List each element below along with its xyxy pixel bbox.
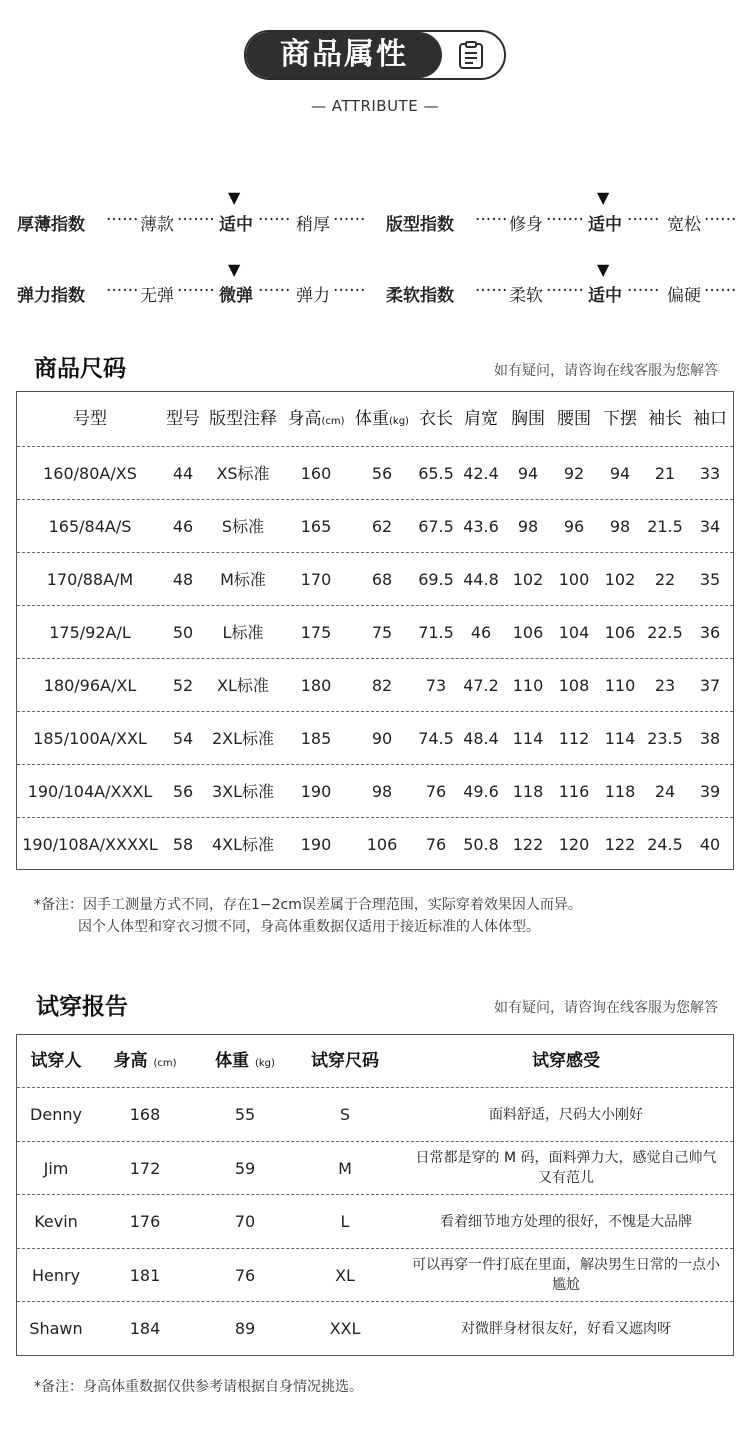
size-table-cell: 22.5 xyxy=(647,623,683,642)
size-table-cell: 22 xyxy=(654,570,676,589)
report-table-header xyxy=(17,1035,733,1088)
size-table-cell: 48 xyxy=(172,570,194,589)
size-table-cell: 67.5 xyxy=(418,517,454,536)
size-table-cell: 104 xyxy=(558,623,590,642)
col-header: 号型 xyxy=(73,409,107,429)
size-table-cell: 175/92A/L xyxy=(49,623,131,642)
report-table-row xyxy=(17,1302,733,1356)
report-table-cell: XXL xyxy=(329,1319,361,1339)
size-table-row xyxy=(17,712,733,765)
size-table-cell: L标准 xyxy=(222,623,264,642)
size-table-cell: 116 xyxy=(558,782,590,801)
size-table-cell: 48.4 xyxy=(463,729,499,748)
fit-index-label: 版型指数 xyxy=(386,215,454,235)
size-section-title: 商品尺码 xyxy=(34,356,126,382)
size-table-cell: 37 xyxy=(699,676,721,695)
report-table-cell: Shawn xyxy=(29,1319,83,1339)
col-header: 体重 (kg) xyxy=(215,1051,275,1071)
report-section-note: 如有疑问，请咨询在线客服为您解答 xyxy=(494,1000,718,1016)
report-table-cell: L xyxy=(340,1212,350,1232)
size-table-cell: 110 xyxy=(604,676,636,695)
size-table-cell: 50 xyxy=(172,623,194,642)
size-table-cell: 180/96A/XL xyxy=(43,676,137,695)
size-table-cell: 114 xyxy=(604,729,636,748)
size-table-cell: 4XL标准 xyxy=(211,835,275,854)
size-table-cell: 76 xyxy=(425,835,447,854)
size-table-cell: 75 xyxy=(371,623,393,642)
size-table-cell: 2XL标准 xyxy=(211,729,275,748)
size-table-cell: 23 xyxy=(654,676,676,695)
size-table-cell: 21.5 xyxy=(647,517,683,536)
report-table-cell: 168 xyxy=(129,1105,161,1125)
size-table-cell: 118 xyxy=(512,782,544,801)
size-table-cell: 180 xyxy=(300,676,332,695)
report-table-row xyxy=(17,1088,733,1142)
report-table-cell: 176 xyxy=(129,1212,161,1232)
col-header: 胸围 xyxy=(511,409,545,429)
col-header: 袖长 xyxy=(648,409,682,429)
size-table-cell: 3XL标准 xyxy=(211,782,275,801)
size-table-row xyxy=(17,818,733,871)
size-table-cell: 49.6 xyxy=(463,782,499,801)
indicator-triangle: ▼ xyxy=(228,260,241,279)
report-table-cell: 55 xyxy=(234,1105,256,1125)
size-table-cell: 112 xyxy=(558,729,590,748)
attribute-subtitle: — ATTRIBUTE — xyxy=(311,97,439,115)
report-table-row xyxy=(17,1142,733,1196)
col-header: 腰围 xyxy=(557,409,591,429)
size-table-cell: 190/104A/XXXL xyxy=(27,782,153,801)
size-table-cell: 43.6 xyxy=(463,517,499,536)
size-table-cell: 44 xyxy=(172,464,194,483)
size-table-cell: 108 xyxy=(558,676,590,695)
report-table-cell: 76 xyxy=(234,1265,256,1285)
col-header: 试穿人 xyxy=(30,1051,82,1071)
size-table-row xyxy=(17,553,733,606)
size-table-cell: 96 xyxy=(563,517,585,536)
size-table-cell: 110 xyxy=(512,676,544,695)
size-table-cell: 185/100A/XXL xyxy=(33,729,147,748)
size-table-cell: 56 xyxy=(371,464,393,483)
size-table-row xyxy=(17,606,733,659)
size-table-cell: XL标准 xyxy=(217,676,269,695)
attribute-title-pill xyxy=(244,30,506,80)
size-table-cell: 175 xyxy=(300,623,332,642)
col-header: 肩宽 xyxy=(464,409,498,429)
report-table-cell: 70 xyxy=(234,1212,256,1232)
size-table-cell: 56 xyxy=(172,782,194,801)
size-table-cell: 190 xyxy=(300,782,332,801)
size-table-cell: 122 xyxy=(512,835,544,854)
size-table-cell: 106 xyxy=(512,623,544,642)
size-table-cell: 42.4 xyxy=(463,464,499,483)
report-table-cell: 172 xyxy=(129,1158,161,1178)
tryon-feedback: 看着细节地方处理的很好，不愧是大品牌 xyxy=(440,1213,692,1230)
col-header: 试穿感受 xyxy=(532,1051,600,1071)
col-header: 衣长 xyxy=(419,409,453,429)
report-table-cell: Kevin xyxy=(34,1212,78,1232)
size-table-cell: 98 xyxy=(609,517,631,536)
size-table-cell: 46 xyxy=(172,517,194,536)
size-table-row xyxy=(17,500,733,553)
size-table-cell: 39 xyxy=(699,782,721,801)
size-table-cell: 190 xyxy=(300,835,332,854)
size-table-cell: 71.5 xyxy=(418,623,454,642)
size-table-cell: 65.5 xyxy=(418,464,454,483)
tryon-feedback: 可以再穿一件打底在里面，解决男生日常的一点小尴尬 xyxy=(412,1257,720,1294)
size-table-cell: 100 xyxy=(558,570,590,589)
size-table-cell: 185 xyxy=(300,729,332,748)
size-table-cell: 58 xyxy=(172,835,194,854)
col-header: 试穿尺码 xyxy=(311,1051,379,1071)
indicator-triangle: ▼ xyxy=(597,188,610,207)
report-table-cell: 59 xyxy=(234,1158,256,1178)
size-table-cell: 36 xyxy=(699,623,721,642)
size-table-cell: 98 xyxy=(517,517,539,536)
tryon-feedback: 对微胖身材很友好，好看又遮肉呀 xyxy=(461,1320,671,1337)
col-header: 身高 (cm) xyxy=(113,1051,177,1071)
size-table-cell: 160 xyxy=(300,464,332,483)
size-table-cell: 62 xyxy=(371,517,393,536)
size-table-cell: 90 xyxy=(371,729,393,748)
report-table-cell: Henry xyxy=(31,1265,81,1285)
size-table-row xyxy=(17,765,733,818)
size-table-row xyxy=(17,659,733,712)
size-table-row xyxy=(17,447,733,500)
size-table-cell: 74.5 xyxy=(418,729,454,748)
report-table-cell: Denny xyxy=(30,1105,82,1125)
size-table-cell: 76 xyxy=(425,782,447,801)
size-table-cell: 98 xyxy=(371,782,393,801)
size-table-cell: 106 xyxy=(604,623,636,642)
col-header: 版型注释 xyxy=(209,409,277,429)
col-header: 袖口 xyxy=(693,409,727,429)
softness-index-label: 柔软指数 xyxy=(386,286,454,306)
size-table-cell: 94 xyxy=(517,464,539,483)
size-table-cell: 68 xyxy=(371,570,393,589)
report-table-row xyxy=(17,1195,733,1249)
size-table-cell: 54 xyxy=(172,729,194,748)
report-table-cell: 184 xyxy=(129,1319,161,1339)
size-table-cell: 24.5 xyxy=(647,835,683,854)
size-table-cell: 38 xyxy=(699,729,721,748)
size-table-cell: 24 xyxy=(654,782,676,801)
indicator-triangle: ▼ xyxy=(228,188,241,207)
size-table-cell: 82 xyxy=(371,676,393,695)
size-table-cell: 92 xyxy=(563,464,585,483)
report-footnote: *备注：身高体重数据仅供参考请根据自身情况挑选。 xyxy=(34,1379,363,1395)
size-table-cell: 165/84A/S xyxy=(48,517,132,536)
size-table-cell: 47.2 xyxy=(463,676,499,695)
size-table-cell: 122 xyxy=(604,835,636,854)
size-table-cell: 46 xyxy=(470,623,492,642)
report-table xyxy=(16,1034,734,1356)
size-table-cell: 94 xyxy=(609,464,631,483)
size-table-cell: 34 xyxy=(699,517,721,536)
size-table-cell: 190/108A/XXXXL xyxy=(22,835,158,854)
size-table-cell: 102 xyxy=(604,570,636,589)
size-table-header xyxy=(17,392,733,447)
size-table-cell: 170 xyxy=(300,570,332,589)
size-table-cell: 21 xyxy=(654,464,676,483)
size-section-note: 如有疑问，请咨询在线客服为您解答 xyxy=(494,363,718,379)
report-table-cell: 89 xyxy=(234,1319,256,1339)
size-table-cell: S标准 xyxy=(221,517,265,536)
size-table-cell: 73 xyxy=(425,676,447,695)
size-footnote-1: *备注：因手工测量方式不同，存在1−2cm误差属于合理范围，实际穿着效果因人而异。 xyxy=(34,897,582,913)
size-table-cell: 170/88A/M xyxy=(46,570,134,589)
report-table-row xyxy=(17,1249,733,1303)
size-table-cell: 120 xyxy=(558,835,590,854)
size-table-cell: 50.8 xyxy=(463,835,499,854)
size-footnote-2: 因个人体型和穿衣习惯不同，身高体重数据仅适用于接近标准的人体体型。 xyxy=(78,919,540,935)
elasticity-index-label: 弹力指数 xyxy=(17,286,85,306)
tryon-feedback: 面料舒适，尺码大小刚好 xyxy=(489,1106,643,1123)
indicator-triangle: ▼ xyxy=(597,260,610,279)
report-table-cell: M xyxy=(338,1158,352,1178)
col-header: 型号 xyxy=(166,409,200,429)
report-table-cell: S xyxy=(339,1105,351,1125)
col-header: 体重(kg) xyxy=(355,409,409,429)
size-table-cell: 165 xyxy=(300,517,332,536)
report-table-cell: Jim xyxy=(43,1158,69,1178)
tryon-feedback: 日常都是穿的 M 码，面料弹力大，感觉自己帅气又有范儿 xyxy=(415,1150,717,1187)
clipboard-icon xyxy=(458,41,484,69)
size-table-cell: 44.8 xyxy=(463,570,499,589)
thickness-index-label: 厚薄指数 xyxy=(17,215,85,235)
size-table-cell: 114 xyxy=(512,729,544,748)
size-table-cell: M标准 xyxy=(220,570,266,589)
col-header: 下摆 xyxy=(603,409,637,429)
size-table-cell: 35 xyxy=(699,570,721,589)
attribute-title: 商品属性 xyxy=(246,32,442,78)
size-table-cell: 160/80A/XS xyxy=(43,464,137,483)
col-header: 身高(cm) xyxy=(287,409,345,429)
size-table-cell: 23.5 xyxy=(647,729,683,748)
report-table-cell: 181 xyxy=(129,1265,161,1285)
size-table-cell: 33 xyxy=(699,464,721,483)
size-table xyxy=(16,391,734,870)
size-table-cell: 69.5 xyxy=(418,570,454,589)
report-table-cell: XL xyxy=(335,1265,355,1285)
size-table-cell: 52 xyxy=(172,676,194,695)
size-table-cell: 106 xyxy=(366,835,398,854)
size-table-cell: 40 xyxy=(699,835,721,854)
size-table-cell: 118 xyxy=(604,782,636,801)
report-section-title: 试穿报告 xyxy=(36,994,128,1020)
size-table-cell: 102 xyxy=(512,570,544,589)
size-table-cell: XS标准 xyxy=(216,464,270,483)
